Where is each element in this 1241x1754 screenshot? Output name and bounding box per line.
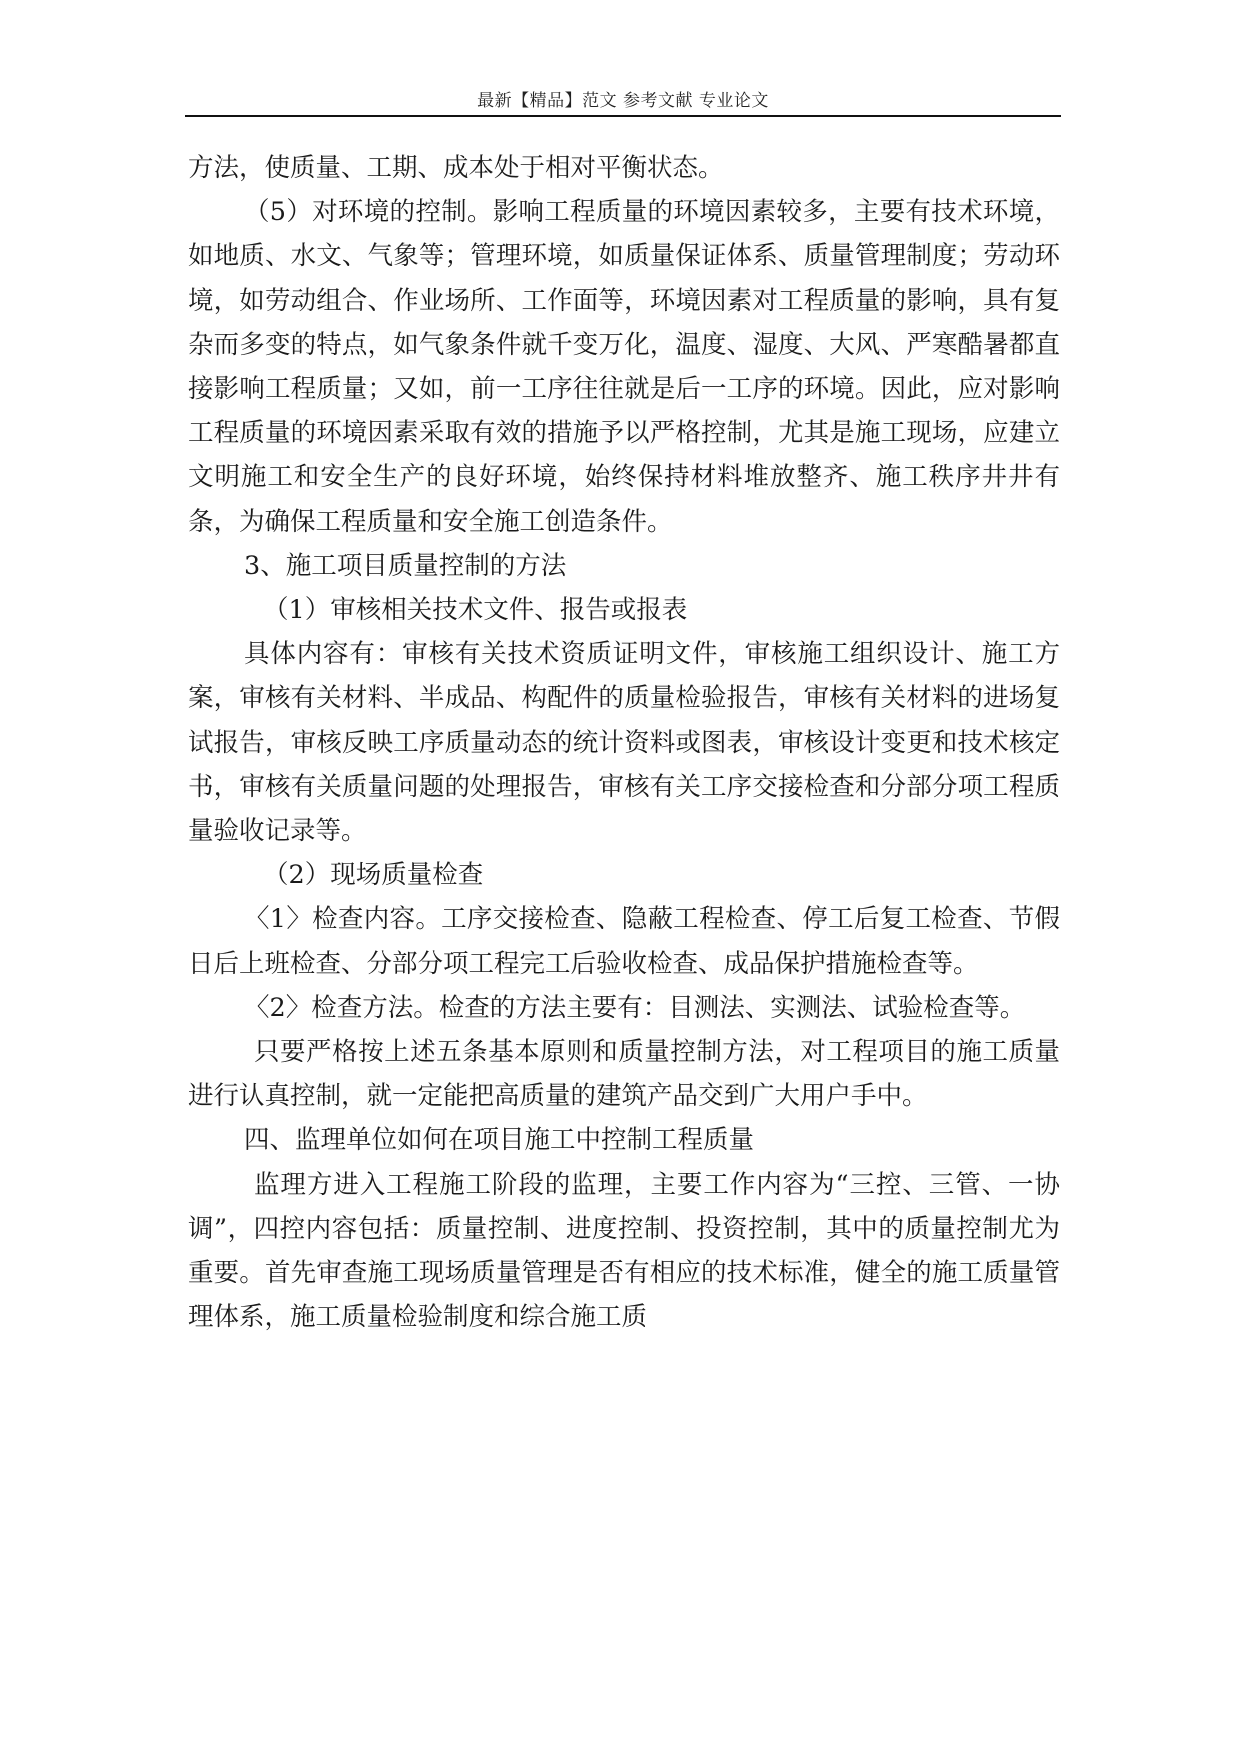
paragraph-inspection-methods: 〈2〉检查方法。检查的方法主要有：目测法、实测法、试验检查等。 bbox=[244, 992, 1026, 1023]
document-body bbox=[188, 146, 1060, 1339]
paragraph-continuation: 方法，使质量、工期、成本处于相对平衡状态。 bbox=[188, 153, 724, 183]
paragraph-environment-control: （5）对环境的控制。影响工程质量的环境因素较多，主要有技术环境，如地质、水文、气象等；管理环境，如质量保证体系、质量管理制度；劳动环境，如劳动组合、作业场所、工作面等，环境因素对工程质量的影响，具有复杂而多变的特点，如气象条件就千变万化，温度、湿度、大风、严寒酷暑都直接影响工程质量；又如，前一工序往往就是后一工序的环境。因此，应对影响工程质量的环境因素采取有效的措施予以严格控制，尤其是施工现场，应建立文明施工和安全生产的良好环境，始终保持材料堆放整齐、施工秩序井井有条，为确保工程质量和安全施工创造条件。 bbox=[188, 197, 1060, 537]
header-divider bbox=[185, 115, 1061, 117]
paragraph-review-contents: 具体内容有：审核有关技术资质证明文件，审核施工组织设计、施工方案，审核有关材料、半成品、构配件的质量检验报告，审核有关材料的进场复试报告，审核反映工序质量动态的统计资料或图表，审核设计变更和技术核定书，审核有关质量问题的处理报告，审核有关工序交接检查和分部分项工程质量验收记录等。 bbox=[188, 639, 1060, 847]
section-heading-control-methods: 3、施工项目质量控制的方法 bbox=[244, 550, 567, 581]
page-header: 最新【精品】范文 参考文献 专业论文 bbox=[477, 91, 769, 111]
subheading-site-inspection: （2）现场质量检查 bbox=[263, 860, 484, 891]
paragraph-supervision-contents: 监理方进入工程施工阶段的监理，主要工作内容为“三控、三管、一协调”，四控内容包括：质量控制、进度控制、投资控制，其中的质量控制尤为重要。首先审查施工现场质量管理是否有相应的技术标准，健全的施工质量管理体系，施工质量检验制度和综合施工质 bbox=[188, 1169, 1060, 1333]
subheading-review-documents: （1）审核相关技术文件、报告或报表 bbox=[263, 595, 688, 626]
paragraph-inspection-contents: 〈1〉检查内容。工序交接检查、隐蔽工程检查、停工后复工检查、节假日后上班检查、分部分项工程完工后验收检查、成品保护措施检查等。 bbox=[188, 904, 1060, 979]
paragraph-conclusion: 只要严格按上述五条基本原则和质量控制方法，对工程项目的施工质量进行认真控制，就一定能把高质量的建筑产品交到广大用户手中。 bbox=[188, 1037, 1060, 1112]
section-heading-supervision: 四、监理单位如何在项目施工中控制工程质量 bbox=[244, 1125, 755, 1156]
